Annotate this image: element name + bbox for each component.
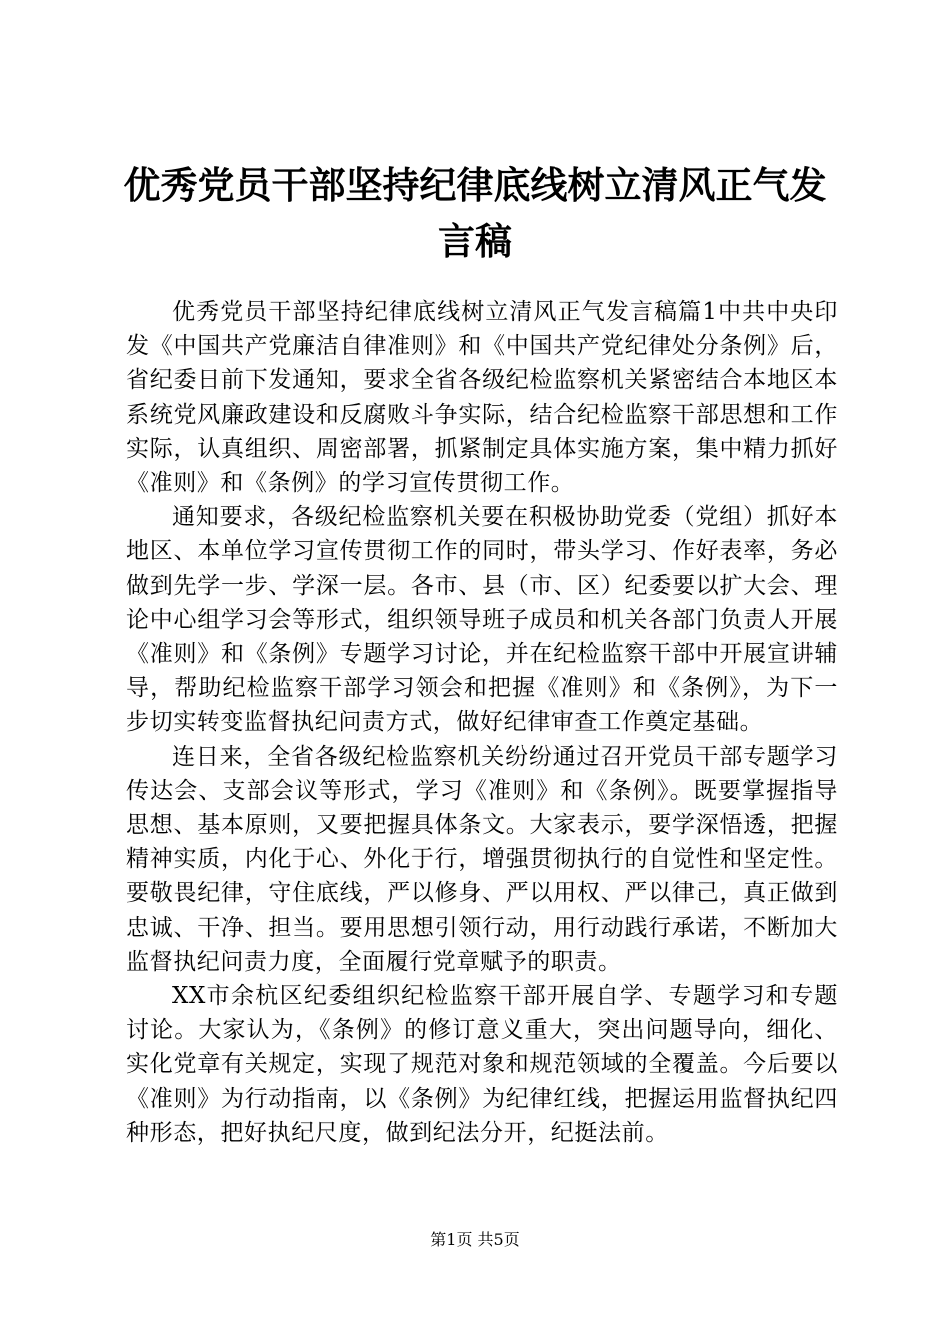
paragraph-2: 通知要求，各级纪检监察机关要在积极协助党委（党组）抓好本地区、本单位学习宣传贯彻工作的同时，带头学习、作好表率，务必做到先学一步、学深一层。各市、县（市、区）纪委要以扩大会、理论中心组学习会等形式，组织领导班子成员和机关各部门负责人开展《准则》和《条例》专题学习讨论，并在纪检监察干部中开展宣讲辅导，帮助纪检监察干部学习领会和把握《准则》和《条例》，为下一步切实转变监督执纪问责方式，做好纪律审查工作奠定基础。: [126, 504, 838, 736]
paragraph-4: XX市余杭区纪委组织纪检监察干部开展自学、专题学习和专题讨论。大家认为，《条例》的修订意义重大，突出问题导向，细化、实化党章有关规定，实现了规范对象和规范领域的全覆盖。今后要以《准则》为行动指南，以《条例》为纪律红线，把握运用监督执纪四种形态，把好执纪尺度，做到纪法分开，纪挺法前。: [126, 983, 838, 1146]
page-number-footer: 第1页 共5页: [430, 1230, 520, 1249]
paragraph-1: 优秀党员干部坚持纪律底线树立清风正气发言稿篇1中共中央印发《中国共产党廉洁自律准则》和《中国共产党纪律处分条例》后，省纪委日前下发通知，要求全省各级纪检监察机关紧密结合本地区本系统党风廉政建设和反腐败斗争实际，结合纪检监察干部思想和工作实际，认真组织、周密部署，抓紧制定具体实施方案，集中精力抓好《准则》和《条例》的学习宣传贯彻工作。: [126, 299, 838, 497]
paragraph-3: 连日来，全省各级纪检监察机关纷纷通过召开党员干部专题学习传达会、支部会议等形式，学习《准则》和《条例》。既要掌握指导思想、基本原则，又要把握具体条文。大家表示，要学深悟透，把握精神实质，内化于心、外化于行，增强贯彻执行的自觉性和坚定性。要敬畏纪律，守住底线，严以修身、严以用权、严以律己，真正做到忠诚、干净、担当。要用思想引领行动，用行动践行承诺，不断加大监督执纪问责力度，全面履行党章赋予的职责。: [126, 743, 838, 975]
document-body: [126, 295, 838, 1150]
document-title: 优秀党员干部坚持纪律底线树立清风正气发言稿: [123, 164, 827, 263]
